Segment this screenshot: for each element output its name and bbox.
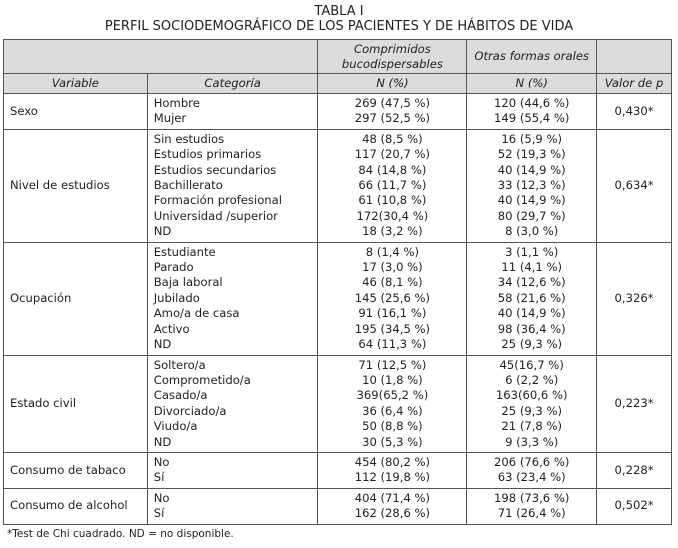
variable-cell: Consumo de tabaco: [4, 452, 148, 488]
category-line: ND: [153, 224, 172, 239]
header-variable: Variable: [4, 74, 148, 94]
n1-value: 8 (1,4 %): [365, 244, 420, 259]
variable-cell: Sexo: [4, 94, 148, 130]
variable-cell: Estado civil: [4, 355, 148, 452]
n2-value: 8 (3,0 %): [505, 224, 559, 239]
n2-value: 206 (76,6 %): [494, 454, 570, 469]
n2-value: 40 (14,9 %): [497, 162, 566, 177]
table-row: [4, 488, 672, 524]
n1-value: 112 (19,8 %): [354, 470, 431, 485]
bucodispersables-cell: [318, 355, 467, 452]
table-row: [4, 355, 672, 452]
header-categoria: Categoría: [147, 74, 318, 94]
table-subtitle: PERFIL SOCIODEMOGRÁFICO DE LOS PACIENTES Y DE HÁBITOS DE VIDA: [104, 19, 574, 34]
header-group-bucodispersables: Comprimidos bucodispersables: [318, 40, 467, 74]
header-n2: N (%): [467, 74, 597, 94]
n2-value: 3 (1,1 %): [505, 244, 559, 259]
n2-value: 11 (4,1 %): [501, 260, 562, 275]
category-line: Estudios primarios: [153, 147, 262, 162]
bucodispersables-cell: [318, 452, 467, 488]
n2-value: 34 (12,6 %): [497, 275, 566, 290]
n2-value: 25 (9,3 %): [501, 337, 562, 352]
n2-value: 163(60,6 %): [495, 388, 568, 403]
category-line: Jubilado: [153, 290, 200, 305]
category-line: ND: [153, 337, 172, 352]
n2-value: 9 (3,3 %): [505, 434, 559, 449]
variable-cell: Nivel de estudios: [4, 129, 148, 242]
header-blank: [4, 40, 318, 74]
category-line: Divorciado/a: [153, 403, 227, 418]
header-n1: N (%): [318, 74, 467, 94]
category-line: Soltero/a: [153, 357, 206, 372]
bucodispersables-cell: [318, 129, 467, 242]
n1-value: 18 (3,2 %): [362, 224, 423, 239]
bucodispersables-cell: [318, 94, 467, 130]
category-line: Bachillerato: [153, 178, 223, 193]
n2-value: 6 (2,2 %): [505, 372, 559, 387]
header-row-groups: [4, 40, 672, 74]
categoria-cell: [147, 355, 318, 452]
n2-value: 40 (14,9 %): [497, 193, 566, 208]
n1-value: 71 (12,5 %): [358, 357, 427, 372]
category-line: Comprometido/a: [153, 372, 251, 387]
n1-value: 84 (14,8 %): [358, 162, 427, 177]
n1-value: 369(65,2 %): [356, 388, 429, 403]
n1-value: 50 (8,8 %): [362, 419, 423, 434]
n2-value: 21 (7,8 %): [501, 419, 562, 434]
n1-value: 269 (47,5 %): [354, 96, 431, 110]
n1-value: 46 (8,1 %): [362, 275, 423, 290]
category-line: No: [153, 454, 170, 469]
n1-value: 117 (20,7 %): [354, 147, 431, 162]
category-line: Amo/a de casa: [153, 306, 240, 321]
n2-value: 58 (21,6 %): [497, 290, 566, 305]
variable-cell: Ocupación: [4, 242, 148, 355]
n2-value: 40 (14,9 %): [497, 306, 566, 321]
n1-value: 195 (34,5 %): [354, 321, 431, 336]
n2-value: 45(16,7 %): [499, 357, 564, 372]
n1-value: 30 (5,3 %): [362, 434, 423, 449]
n1-value: 48 (8,5 %): [362, 131, 423, 146]
header-group-otras: Otras formas orales: [467, 40, 597, 74]
category-line: Formación profesional: [153, 193, 282, 208]
footnote: *Test de Chi cuadrado. ND = no disponible.: [7, 528, 234, 540]
otras-formas-cell: [467, 242, 597, 355]
n1-value: 91 (16,1 %): [358, 306, 427, 321]
category-line: No: [153, 490, 170, 505]
otras-formas-cell: [467, 355, 597, 452]
n1-value: 61 (10,8 %): [358, 193, 427, 208]
bucodispersables-cell: [318, 242, 467, 355]
n1-value: 454 (80,2 %): [354, 454, 431, 469]
category-line: Estudios secundarios: [153, 162, 277, 177]
n1-value: 145 (25,6 %): [354, 290, 431, 305]
data-table: [3, 39, 672, 525]
categoria-cell: [147, 129, 318, 242]
n2-value: 52 (19,3 %): [497, 147, 566, 162]
category-line: Universidad /superior: [153, 208, 278, 223]
otras-formas-cell: [467, 94, 597, 130]
category-line: Sí: [153, 470, 165, 485]
category-line: Estudiante: [153, 244, 216, 259]
header-p: Valor de p: [597, 74, 672, 94]
p-value-cell: 0,223*: [597, 355, 672, 452]
table-row: [4, 94, 672, 130]
table-title: TABLA I: [314, 4, 364, 19]
category-line: Activo: [153, 321, 190, 336]
n2-value: 33 (12,3 %): [497, 178, 566, 193]
n1-value: 10 (1,8 %): [362, 372, 423, 387]
n1-value: 172(30,4 %): [356, 208, 429, 223]
category-line: Sí: [153, 506, 165, 521]
table-row: [4, 129, 672, 242]
otras-formas-cell: [467, 452, 597, 488]
p-value-cell: 0,502*: [597, 488, 672, 524]
p-value-cell: 0,228*: [597, 452, 672, 488]
category-line: Sin estudios: [153, 131, 225, 146]
n1-value: 36 (6,4 %): [362, 403, 423, 418]
p-value-cell: 0,634*: [597, 129, 672, 242]
categoria-cell: [147, 242, 318, 355]
category-line: Baja laboral: [153, 275, 223, 290]
category-line: Mujer: [153, 111, 187, 126]
n1-value: 404 (71,4 %): [354, 490, 431, 505]
table-row: [4, 452, 672, 488]
categoria-cell: [147, 488, 318, 524]
p-value-cell: 0,430*: [597, 94, 672, 130]
n2-value: 63 (23,4 %): [497, 470, 566, 485]
table-row: [4, 242, 672, 355]
n2-value: 25 (9,3 %): [501, 403, 562, 418]
category-line: ND: [153, 434, 172, 449]
n2-value: 80 (29,7 %): [497, 208, 566, 223]
n2-value: 16 (5,9 %): [501, 131, 562, 146]
variable-cell: Consumo de alcohol: [4, 488, 148, 524]
category-line: Parado: [153, 260, 194, 275]
n2-value: 98 (36,4 %): [497, 321, 566, 336]
category-line: Hombre: [153, 96, 200, 110]
n1-value: 17 (3,0 %): [362, 260, 423, 275]
n2-value: 71 (26,4 %): [497, 506, 566, 521]
category-line: Casado/a: [153, 388, 208, 403]
n2-value: 198 (73,6 %): [494, 490, 570, 505]
n1-value: 66 (11,7 %): [358, 178, 427, 193]
otras-formas-cell: [467, 488, 597, 524]
otras-formas-cell: [467, 129, 597, 242]
categoria-cell: [147, 94, 318, 130]
p-value-cell: 0,326*: [597, 242, 672, 355]
n1-value: 162 (28,6 %): [354, 506, 431, 521]
header-row-columns: [4, 74, 672, 94]
categoria-cell: [147, 452, 318, 488]
n1-value: 64 (11,3 %): [358, 337, 427, 352]
category-line: Viudo/a: [153, 419, 198, 434]
bucodispersables-cell: [318, 488, 467, 524]
n2-value: 120 (44,6 %): [494, 96, 570, 110]
table-body: [4, 94, 672, 525]
header-blank-p: [597, 40, 672, 74]
n1-value: 297 (52,5 %): [354, 111, 431, 126]
n2-value: 149 (55,4 %): [494, 111, 570, 126]
